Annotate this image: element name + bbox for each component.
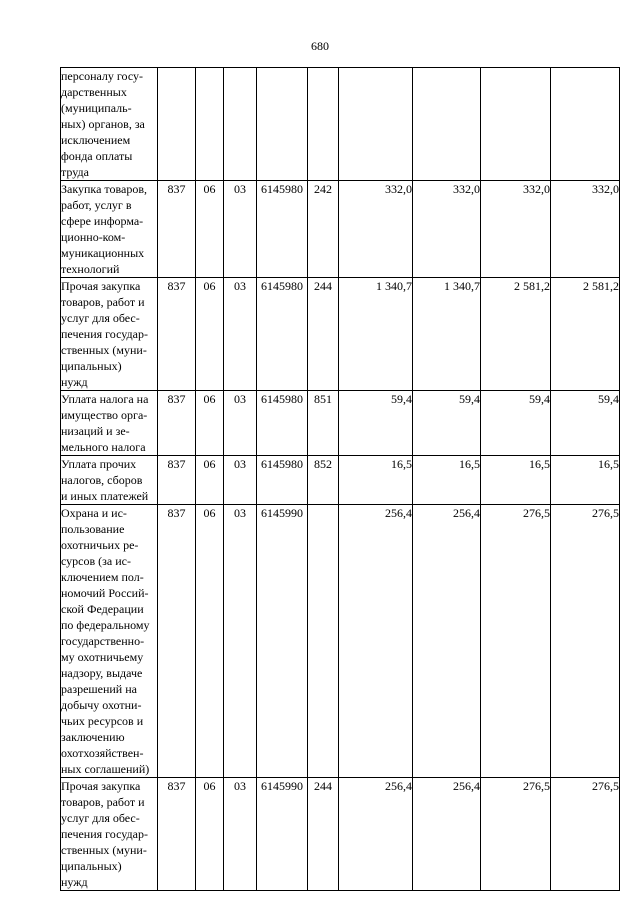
amount-cell: 1 340,7 — [339, 278, 413, 391]
amount-cell: 59,4 — [339, 391, 413, 456]
expense-type-cell: 242 — [308, 181, 339, 278]
amount-cell: 276,5 — [481, 505, 551, 778]
amount-cell: 276,5 — [481, 778, 551, 891]
subsection-code-cell: 03 — [224, 391, 257, 456]
section-code-cell: 06 — [196, 778, 224, 891]
amount-cell — [339, 68, 413, 181]
amount-cell: 59,4 — [413, 391, 481, 456]
subsection-code-cell: 03 — [224, 181, 257, 278]
ministry-code-cell: 837 — [158, 181, 196, 278]
item-name-cell: Охрана и ис- пользование охотничьих ре- сурсов (за ис- ключением пол- номочий Россий- ской Федерации по федеральному государственно- му охотничьему надзору, выдаче разрешений на добычу охотни- чьих ресурсов и заключению охотхозяйствен- ных соглашений) — [61, 505, 158, 778]
amount-cell — [481, 68, 551, 181]
ministry-code-cell: 837 — [158, 278, 196, 391]
expense-type-cell: 852 — [308, 456, 339, 505]
amount-cell: 256,4 — [413, 505, 481, 778]
table-row — [61, 456, 620, 505]
table-row — [61, 278, 620, 391]
item-name-cell: Уплата налога на имущество орга- низаций и зе- мельного налога — [61, 391, 158, 456]
amount-cell: 2 581,2 — [551, 278, 620, 391]
table-row — [61, 778, 620, 891]
subsection-code-cell — [224, 68, 257, 181]
target-article-cell: 6145980 — [257, 278, 308, 391]
amount-cell: 2 581,2 — [481, 278, 551, 391]
amount-cell: 59,4 — [481, 391, 551, 456]
subsection-code-cell: 03 — [224, 278, 257, 391]
amount-cell: 16,5 — [551, 456, 620, 505]
table-row — [61, 68, 620, 181]
expense-type-cell — [308, 505, 339, 778]
item-name-cell: Прочая закупка товаров, работ и услуг для обес- печения государ- ственных (муни- ципальных) нужд — [61, 778, 158, 891]
expense-type-cell: 851 — [308, 391, 339, 456]
amount-cell — [551, 68, 620, 181]
target-article-cell: 6145980 — [257, 181, 308, 278]
target-article-cell — [257, 68, 308, 181]
ministry-code-cell — [158, 68, 196, 181]
section-code-cell — [196, 68, 224, 181]
amount-cell: 59,4 — [551, 391, 620, 456]
item-name-cell: Закупка товаров, работ, услуг в сфере информа- ционно-ком- муникационных технологий — [61, 181, 158, 278]
amount-cell: 276,5 — [551, 505, 620, 778]
section-code-cell: 06 — [196, 181, 224, 278]
amount-cell: 276,5 — [551, 778, 620, 891]
target-article-cell: 6145980 — [257, 456, 308, 505]
section-code-cell: 06 — [196, 278, 224, 391]
subsection-code-cell: 03 — [224, 505, 257, 778]
table-row — [61, 181, 620, 278]
item-name-cell: персоналу госу- дарственных (муниципаль- ных) органов, за исключением фонда оплаты труда — [61, 68, 158, 181]
amount-cell: 332,0 — [339, 181, 413, 278]
ministry-code-cell: 837 — [158, 456, 196, 505]
subsection-code-cell: 03 — [224, 778, 257, 891]
ministry-code-cell: 837 — [158, 391, 196, 456]
amount-cell: 256,4 — [413, 778, 481, 891]
amount-cell: 332,0 — [481, 181, 551, 278]
amount-cell: 332,0 — [413, 181, 481, 278]
budget-table — [60, 67, 620, 891]
subsection-code-cell: 03 — [224, 456, 257, 505]
target-article-cell: 6145990 — [257, 778, 308, 891]
page-number: 680 — [311, 39, 329, 53]
ministry-code-cell: 837 — [158, 505, 196, 778]
amount-cell: 16,5 — [339, 456, 413, 505]
expense-type-cell — [308, 68, 339, 181]
item-name-cell: Прочая закупка товаров, работ и услуг для обес- печения государ- ственных (муни- ципальных) нужд — [61, 278, 158, 391]
target-article-cell: 6145990 — [257, 505, 308, 778]
expense-type-cell: 244 — [308, 778, 339, 891]
section-code-cell: 06 — [196, 391, 224, 456]
amount-cell: 16,5 — [413, 456, 481, 505]
amount-cell: 256,4 — [339, 778, 413, 891]
ministry-code-cell: 837 — [158, 778, 196, 891]
amount-cell: 256,4 — [339, 505, 413, 778]
section-code-cell: 06 — [196, 505, 224, 778]
table-row — [61, 505, 620, 778]
section-code-cell: 06 — [196, 456, 224, 505]
amount-cell: 332,0 — [551, 181, 620, 278]
amount-cell — [413, 68, 481, 181]
table-row — [61, 391, 620, 456]
amount-cell: 16,5 — [481, 456, 551, 505]
amount-cell: 1 340,7 — [413, 278, 481, 391]
expense-type-cell: 244 — [308, 278, 339, 391]
target-article-cell: 6145980 — [257, 391, 308, 456]
item-name-cell: Уплата прочих налогов, сборов и иных платежей — [61, 456, 158, 505]
